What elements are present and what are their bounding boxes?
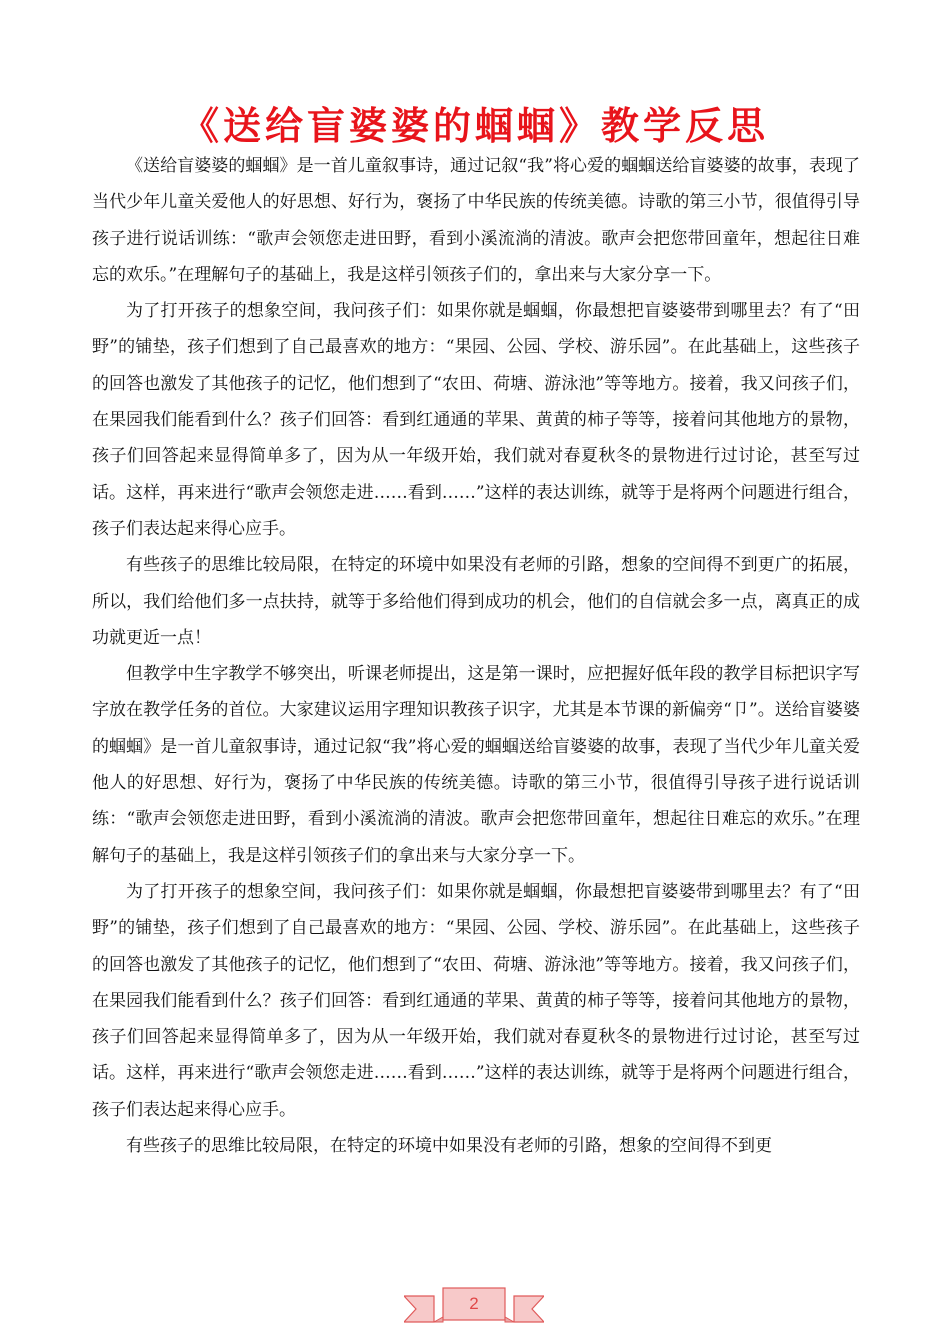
document-body (92, 148, 860, 1164)
paragraph: 有些孩子的思维比较局限，在特定的环境中如果没有老师的引路，想象的空间得不到更 (126, 1136, 772, 1157)
paragraph: 为了打开孩子的想象空间，我问孩子们：如果你就是蝈蝈，你最想把盲婆婆带到哪里去？有了“田野”的铺垫，孩子们想到了自己最喜欢的地方：“果园、公园、学校、游乐园”。在此基础上，这些孩子的回答也激发了其他孩子的记忆，他们想到了“农田、荷塘、游泳池”等等地方。接着，我又问孩子们，在果园我们能看到什么？孩子们回答：看到红通通的苹果、黄黄的柿子等等，接着问其他地方的景物，孩子们回答起来显得简单多了，因为从一年级开始，我们就对春夏秋冬的景物进行过讨论，甚至写过话。这样，再来进行“歌声会领您走进……看到……”这样的表达训练，就等于是将两个问题进行组合，孩子们表达起来得心应手。 (92, 301, 860, 539)
paragraph: 《送给盲婆婆的蝈蝈》是一首儿童叙事诗，通过记叙“我”将心爱的蝈蝈送给盲婆婆的故事，表现了当代少年儿童关爱他人的好思想、好行为，褒扬了中华民族的传统美德。诗歌的第三小节，很值得引导孩子进行说话训练：“歌声会领您走进田野，看到小溪流淌的清波。歌声会把您带回童年，想起往日难忘的欢乐。”在理解句子的基础上，我是这样引领孩子们的，拿出来与大家分享一下。 (92, 156, 860, 285)
document-title: 《送给盲婆婆的蝈蝈》教学反思 (180, 103, 769, 148)
page-number: 2 (469, 1294, 479, 1313)
page-footer (404, 1278, 544, 1338)
paragraph: 有些孩子的思维比较局限，在特定的环境中如果没有老师的引路，想象的空间得不到更广的拓展，所以，我们给他们多一点扶持，就等于多给他们得到成功的机会，他们的自信就会多一点，离真正的成功就更近一点！ (92, 555, 860, 648)
paragraph: 但教学中生字教学不够突出，听课老师提出，这是第一课时，应把握好低年段的教学目标把识字写字放在教学任务的首位。大家建议运用字理知识教孩子识字，尤其是本节课的新偏旁“卩”。送给盲婆婆的蝈蝈》是一首儿童叙事诗，通过记叙“我”将心爱的蝈蝈送给盲婆婆的故事，表现了当代少年儿童关爱他人的好思想、好行为，褒扬了中华民族的传统美德。诗歌的第三小节，很值得引导孩子进行说话训练：“歌声会领您走进田野，看到小溪流淌的清波。歌声会把您带回童年，想起往日难忘的欢乐。”在理解句子的基础上，我是这样引领孩子们的拿出来与大家分享一下。 (92, 664, 860, 866)
paragraph: 为了打开孩子的想象空间，我问孩子们：如果你就是蝈蝈，你最想把盲婆婆带到哪里去？有了“田野”的铺垫，孩子们想到了自己最喜欢的地方：“果园、公园、学校、游乐园”。在此基础上，这些孩子的回答也激发了其他孩子的记忆，他们想到了“农田、荷塘、游泳池”等等地方。接着，我又问孩子们，在果园我们能看到什么？孩子们回答：看到红通通的苹果、黄黄的柿子等等，接着问其他地方的景物，孩子们回答起来显得简单多了，因为从一年级开始，我们就对春夏秋冬的景物进行过讨论，甚至写过话。这样，再来进行“歌声会领您走进……看到……”这样的表达训练，就等于是将两个问题进行组合，孩子们表达起来得心应手。 (92, 881, 860, 1120)
